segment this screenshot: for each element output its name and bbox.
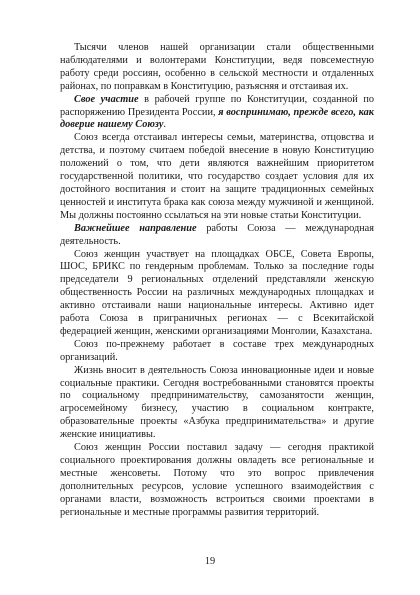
paragraph-text: Союз женщин России поставил задачу — сегодня практикой социального проектирования должны овладеть все региональные и местные женсоветы. Потому что это вопрос привлечения дополнительных ресурсов, условие успешного взаимодействия с органами власти, возможность встроиться своими проектами в региональные и местные программы развития территорий. bbox=[60, 442, 374, 518]
emphasis-text: Свое участие bbox=[74, 93, 139, 105]
paragraph bbox=[60, 339, 374, 365]
paragraph bbox=[60, 132, 374, 222]
paragraph-text: Союз всегда отстаивал интересы семьи, материнства, отцовства и детства, и поэтому считаем победой внесение в новую Конституцию положений о том, что дети являются важнейшим приоритетом государственной политики, что государство создает условия для их достойного воспитания и стоит на защите традиционных семейных ценностей и института брака как союза между мужчиной и женщиной. Мы должны постоянно ссылаться на эти новые статьи Конституции. bbox=[60, 132, 374, 221]
paragraph-text: в рабочей группе по Конституции, созданной по распоряжению Президента России, bbox=[60, 93, 374, 118]
body-text bbox=[60, 42, 374, 520]
paragraph-text: Союз женщин участвует на площадках ОБСЕ, Совета Европы, ШОС, БРИКС по гендерным проблемам. Только за последние годы председатели 9 региональных отделений представляли женскую общественность России на различных международных площадках и активно отстаивали наши национальные интересы. Активно идет работа Союза в приграничных регионах — с Всекитайской федерацией женщин, женскими организациями Монголии, Казахстана. bbox=[60, 248, 374, 337]
emphasis-text: Важнейшее направление bbox=[74, 222, 197, 234]
page-number: 19 bbox=[204, 556, 216, 567]
paragraph-text: Союз по-прежнему работает в составе трех международных организаций. bbox=[60, 338, 374, 363]
paragraph bbox=[60, 442, 374, 519]
emphasis-text: я воспринимаю, прежде всего, как доверие нашему Союзу bbox=[60, 106, 374, 131]
paragraph bbox=[60, 249, 374, 339]
paragraph-text: Жизнь вносит в деятельность Союза инновационные идеи и новые социальные практики. Сегодня востребованными становятся проекты по социальному предпринимательству, самозанятости женщин, агросемейному бизнесу, участию в социальном контракте, образовательные проекты «Азбука предпринимательства» и другие женские инициативы. bbox=[60, 364, 374, 441]
paragraph-text: Тысячи членов нашей организации стали общественными наблюдателями и волонтерами Конституции, ведя повсеместную работу среди россиян, особенно в сельской местности и отдаленных районах, по поправкам в Конституцию, разъясняя и отстаивая их. bbox=[60, 42, 374, 92]
paragraph bbox=[60, 94, 374, 133]
paragraph-text: . bbox=[163, 119, 166, 131]
paragraph bbox=[60, 223, 374, 249]
paragraph bbox=[60, 42, 374, 94]
paragraph-text: работы Союза — международная деятельность. bbox=[60, 222, 374, 247]
paragraph bbox=[60, 365, 374, 442]
